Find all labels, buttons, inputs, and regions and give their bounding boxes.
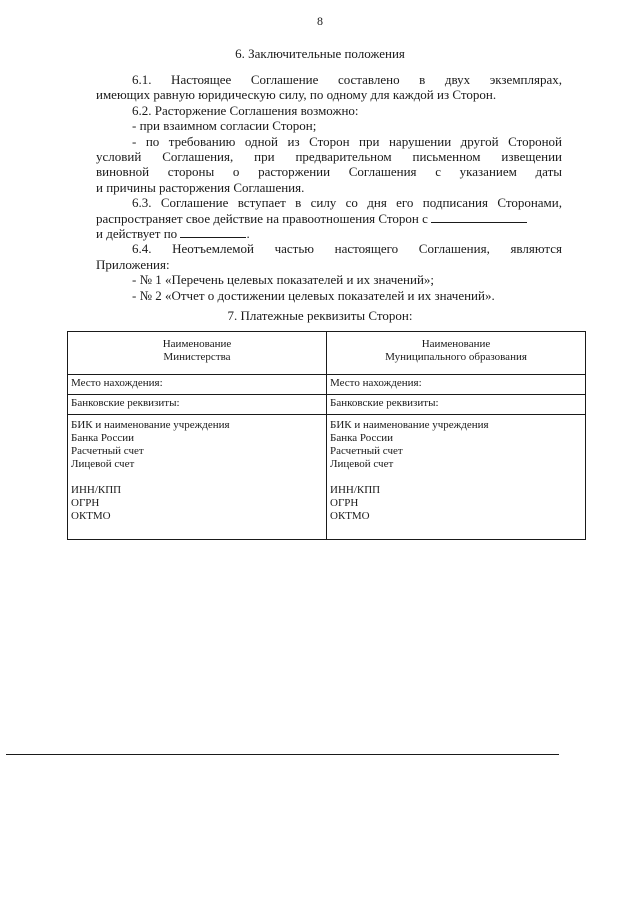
clause-6-2-item2-line2: условий Соглашения, при предварительном письменном извещении bbox=[96, 149, 562, 165]
end-date-blank bbox=[180, 227, 246, 238]
clause-6-4-line2: Приложения: bbox=[96, 256, 170, 272]
clause-6-2-item1: - при взаимном согласии Сторон; bbox=[132, 118, 317, 134]
ogrn-label: ОГРН bbox=[71, 497, 100, 509]
clause-6-3-line2-text: распространяет свое действие на правоотношения Сторон с bbox=[96, 210, 428, 226]
account-label: Расчетный счет bbox=[71, 445, 144, 457]
personal-account-label: Лицевой счет bbox=[330, 458, 394, 470]
municipality-location: Место нахождения: bbox=[327, 375, 586, 395]
ministry-bank: Банковские реквизиты: bbox=[68, 395, 327, 415]
table-row bbox=[68, 415, 586, 540]
payment-details-table bbox=[67, 331, 586, 540]
section-6-title: 6. Заключительные положения bbox=[235, 46, 405, 61]
table-row bbox=[68, 395, 586, 415]
table-header-row bbox=[68, 332, 586, 375]
bank-russia-label: Банка России bbox=[330, 432, 394, 444]
clause-6-2: 6.2. Расторжение Соглашения возможно: bbox=[132, 102, 359, 118]
municipality-details bbox=[327, 415, 586, 540]
bank-russia-label: Банка России bbox=[71, 432, 135, 444]
bik-label: БИК и наименование учреждения bbox=[71, 419, 230, 431]
clause-6-2-item2-line4: и причины расторжения Соглашения. bbox=[96, 179, 305, 195]
inn-kpp-label: ИНН/КПП bbox=[71, 484, 122, 496]
page-number: 8 bbox=[317, 14, 323, 28]
start-date-blank bbox=[431, 212, 527, 223]
clause-6-2-item2-line3: виновной стороны о расторжении Соглашения с указанием даты bbox=[96, 164, 562, 180]
clause-6-3-line3 bbox=[96, 226, 562, 241]
ministry-header bbox=[68, 332, 327, 375]
clause-6-3-line2 bbox=[96, 211, 562, 226]
clause-6-4-item2: - № 2 «Отчет о достижении целевых показателей и их значений». bbox=[132, 287, 495, 303]
ogrn-label: ОГРН bbox=[330, 497, 359, 509]
oktmo-label: ОКТМО bbox=[71, 510, 111, 522]
ministry-header-line2: Министерства bbox=[163, 351, 231, 363]
clause-6-4-item1: - № 1 «Перечень целевых показателей и их значений»; bbox=[132, 272, 435, 288]
municipality-header-line2: Муниципального образования bbox=[385, 351, 527, 363]
clause-6-1-line1: 6.1. Настоящее Соглашение составлено в двух экземплярах, bbox=[132, 72, 562, 87]
oktmo-label: ОКТМО bbox=[330, 510, 370, 522]
municipality-bank: Банковские реквизиты: bbox=[327, 395, 586, 415]
clause-6-2-item2-line1: - по требованию одной из Сторон при нарушении другой Стороной bbox=[132, 133, 562, 149]
clause-6-3-line1: 6.3. Соглашение вступает в силу со дня его подписания Сторонами, bbox=[132, 195, 562, 211]
personal-account-label: Лицевой счет bbox=[71, 458, 135, 470]
clause-6-4-line1: 6.4. Неотъемлемой частью настоящего Соглашения, являются bbox=[132, 241, 562, 257]
municipality-header bbox=[327, 332, 586, 375]
clause-6-3-end: . bbox=[246, 226, 250, 242]
ministry-details bbox=[68, 415, 327, 540]
inn-kpp-label: ИНН/КПП bbox=[330, 484, 381, 496]
section-7-title: 7. Платежные реквизиты Сторон: bbox=[227, 308, 413, 323]
municipality-header-line1: Наименование bbox=[421, 338, 491, 350]
footer-rule bbox=[6, 754, 559, 755]
table-row bbox=[68, 375, 586, 395]
clause-6-3-line3-text: и действует по bbox=[96, 226, 178, 242]
ministry-header-line1: Наименование bbox=[162, 338, 232, 350]
clause-6-1-line2: имеющих равную юридическую силу, по одному для каждой из Сторон. bbox=[96, 87, 497, 103]
ministry-location: Место нахождения: bbox=[68, 375, 327, 395]
section-6-body bbox=[96, 72, 562, 303]
bik-label: БИК и наименование учреждения bbox=[330, 419, 489, 431]
account-label: Расчетный счет bbox=[330, 445, 403, 457]
